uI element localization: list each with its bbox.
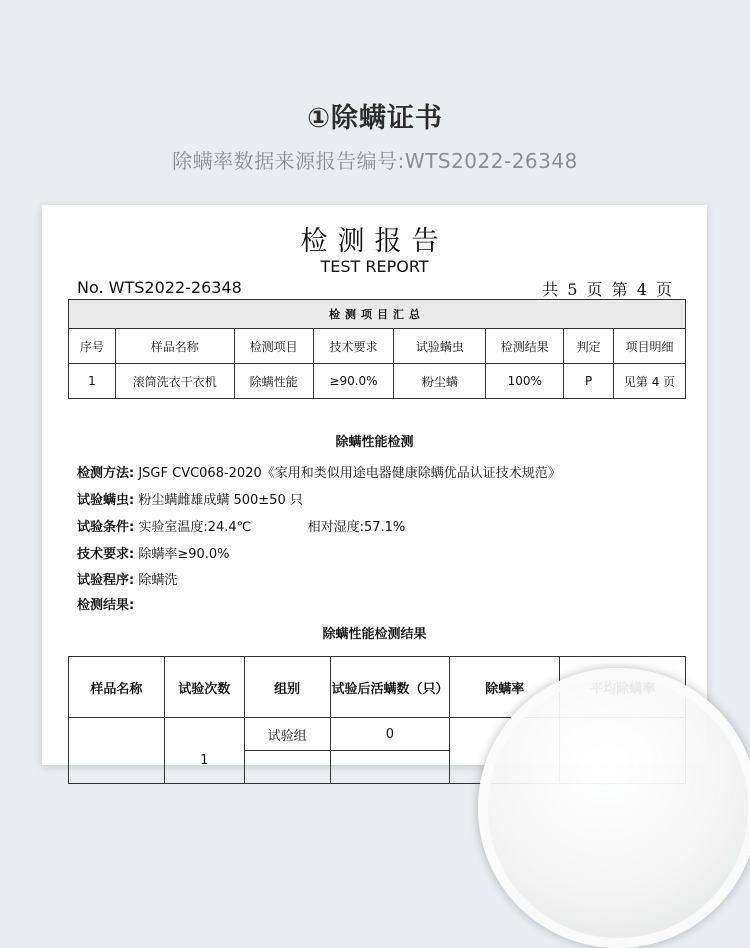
table-cell: 100% xyxy=(486,364,564,399)
results-header-cell: 样品名称 xyxy=(69,657,165,718)
condition-label: 试验条件: xyxy=(77,520,135,535)
mite-value: 粉尘螨雌雄成螨 500±50 只 xyxy=(138,493,303,508)
report-title-en: TEST REPORT xyxy=(320,257,429,276)
summary-header-cell: 判定 xyxy=(564,329,614,364)
magnifier-lens xyxy=(478,668,750,948)
table-cell: 除螨性能 xyxy=(234,364,313,399)
page-subtitle: 除螨率数据来源报告编号:WTS2022-26348 xyxy=(172,149,578,173)
results-header-cell: 试验后活螨数（只） xyxy=(330,657,450,718)
header xyxy=(0,0,750,205)
method-value: JSGF CVC068-2020《家用和类似用途电器健康除螨优品认证技术规范》 xyxy=(138,466,561,481)
requirement-value: 除螨率≥90.0% xyxy=(138,547,230,562)
summary-header-row xyxy=(69,329,686,364)
report-title-cn: 检测报告 xyxy=(300,226,449,257)
page-title: ①除螨证书 xyxy=(307,103,443,134)
table-cell: 粉尘螨 xyxy=(394,364,486,399)
procedure-value: 除螨洗 xyxy=(138,573,178,588)
summary-header-cell: 样品名称 xyxy=(115,329,234,364)
results-header-cell: 除螨率 xyxy=(450,657,560,718)
page-info: 共 5 页 第 4 页 xyxy=(542,280,672,299)
method-label: 检测方法: xyxy=(77,466,135,481)
summary-header-cell: 检测项目 xyxy=(234,329,313,364)
summary-caption: 检测项目汇总 xyxy=(69,300,686,329)
procedure-label: 试验程序: xyxy=(77,573,135,588)
count-cell: 0 xyxy=(330,718,450,751)
table-cell xyxy=(330,751,450,784)
table-cell xyxy=(244,751,330,784)
mite-field xyxy=(77,489,303,508)
table-cell: 滚筒洗衣干衣机 xyxy=(115,364,234,399)
summary-table xyxy=(68,299,686,399)
condition-temperature: 实验室温度:24.4℃ xyxy=(138,520,252,535)
table-cell: 见第 4 页 xyxy=(614,364,686,399)
result-label: 检测结果: xyxy=(77,598,135,613)
condition-field xyxy=(77,516,405,535)
procedure-field xyxy=(77,569,177,588)
result-field xyxy=(77,594,134,613)
results-header-cell: 试验次数 xyxy=(164,657,244,718)
condition-humidity: 相对湿度:57.1% xyxy=(307,520,406,535)
results-header-cell: 组别 xyxy=(244,657,330,718)
group-cell: 试验组 xyxy=(244,718,330,751)
summary-header-cell: 检测结果 xyxy=(486,329,564,364)
table-row xyxy=(69,364,686,399)
summary-header-cell: 试验螨虫 xyxy=(394,329,486,364)
requirement-field xyxy=(77,543,230,562)
table-cell: 1 xyxy=(69,364,116,399)
table-cell: ≥90.0% xyxy=(313,364,394,399)
requirement-label: 技术要求: xyxy=(77,547,135,562)
results-section-title: 除螨性能检测结果 xyxy=(322,627,427,642)
summary-header-cell: 项目明细 xyxy=(614,329,686,364)
table-cell: P xyxy=(564,364,614,399)
mite-label: 试验螨虫: xyxy=(77,493,135,508)
method-field xyxy=(77,462,561,481)
report-number: No. WTS2022-26348 xyxy=(77,278,242,297)
trial-number: 1 xyxy=(164,718,244,784)
summary-header-cell: 序号 xyxy=(69,329,116,364)
performance-section-title: 除螨性能检测 xyxy=(335,435,414,450)
summary-header-cell: 技术要求 xyxy=(313,329,394,364)
